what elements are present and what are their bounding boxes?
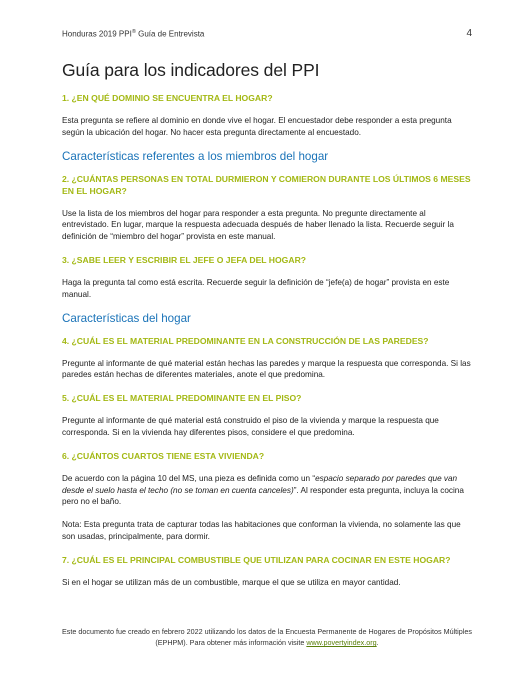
- question-1-text: Esta pregunta se refiere al dominio en donde vive el hogar. El encuestador debe responder a esta pregunta según la ubicación del hogar. No hacer esta pregunta directamente al encuestado.: [62, 116, 452, 137]
- question-4-heading: 4. ¿CUÁL ES EL MATERIAL PREDOMINANTE EN LA CONSTRUCCIÓN DE LAS PAREDES?: [62, 335, 429, 346]
- page-number: 4: [466, 28, 472, 39]
- question-6-heading: 6. ¿CUÁNTOS CUARTOS TIENE ESTA VIVIENDA?: [62, 450, 265, 461]
- povertyindex-link[interactable]: www.povertyindex.org: [306, 638, 377, 647]
- footer-line-2: (EPHPM). Para obtener más información visite www.povertyindex.org.: [155, 638, 379, 647]
- section-heading-household: Características del hogar: [62, 311, 191, 325]
- question-4-text: Pregunte al informante de qué material están hechas las paredes y marque la respuesta que corresponda. Si las paredes están hechas de diferentes materiales, anote el que predomina.: [62, 358, 471, 380]
- question-7-heading: 7. ¿CUÁL ES EL PRINCIPAL COMBUSTIBLE QUE UTILIZAN PARA COCINAR EN ESTE HOGAR?: [62, 554, 451, 565]
- page-content: [62, 60, 472, 600]
- page-header: [62, 29, 472, 43]
- question-6-text: De acuerdo con la página 10 del MS, una pieza es definida como un “espacio separado por paredes que van desde el suelo hasta el techo (no se toman en cuenta canceles)”. Al responder esta pregunta, incluya la cocina pero no el baño.: [62, 473, 464, 507]
- section-heading-members: Características referentes a los miembros del hogar: [62, 149, 329, 163]
- page-title: Guía para los indicadores del PPI: [62, 60, 320, 80]
- question-2-text: Use la lista de los miembros del hogar para responder a esta pregunta. No pregunte directamente al entrevistado. En lugar, marque la respuesta adecuada después de haber llenado la lista. Recuerde seguir la definición de “miembro del hogar” provista en este manual.: [62, 208, 454, 242]
- question-5-text: Pregunte al informante de qué material está construido el piso de la vivienda y marque la respuesta que corresponda. Si en la vivienda hay diferentes pisos, considere el que predomina.: [62, 416, 439, 437]
- question-7-text: Si en el hogar se utilizan más de un combustible, marque el que se utiliza en mayor cantidad.: [62, 577, 401, 587]
- question-6-note: Nota: Esta pregunta trata de capturar todas las habitaciones que conforman la vivienda, no solamente las que son usadas, principalmente, para dormir.: [62, 520, 461, 541]
- question-5-heading: 5. ¿CUÁL ES EL MATERIAL PREDOMINANTE EN EL PISO?: [62, 393, 302, 404]
- question-3-text: Haga la pregunta tal como está escrita. Recuerde seguir la definición de “jefe(a) de hogar” provista en este manual.: [62, 277, 450, 299]
- question-1-heading: 1. ¿EN QUÉ DOMINIO SE ENCUENTRA EL HOGAR?: [62, 93, 273, 103]
- footer-line-1: Este documento fue creado en febrero 2022 utilizando los datos de la Encuesta Permanente de Hogares de Propósitos Múltiples: [62, 627, 472, 636]
- question-2-heading: 2. ¿CUÁNTAS PERSONAS EN TOTAL DURMIERON Y COMIERON DURANTE LOS ÚLTIMOS 6 MESES EN EL HOGAR?: [62, 173, 471, 196]
- page-footer: [62, 626, 472, 648]
- question-3-heading: 3. ¿SABE LEER Y ESCRIBIR EL JEFE O JEFA DEL HOGAR?: [62, 254, 307, 265]
- document-title: Honduras 2019 PPI® Guía de Entrevista: [62, 29, 205, 39]
